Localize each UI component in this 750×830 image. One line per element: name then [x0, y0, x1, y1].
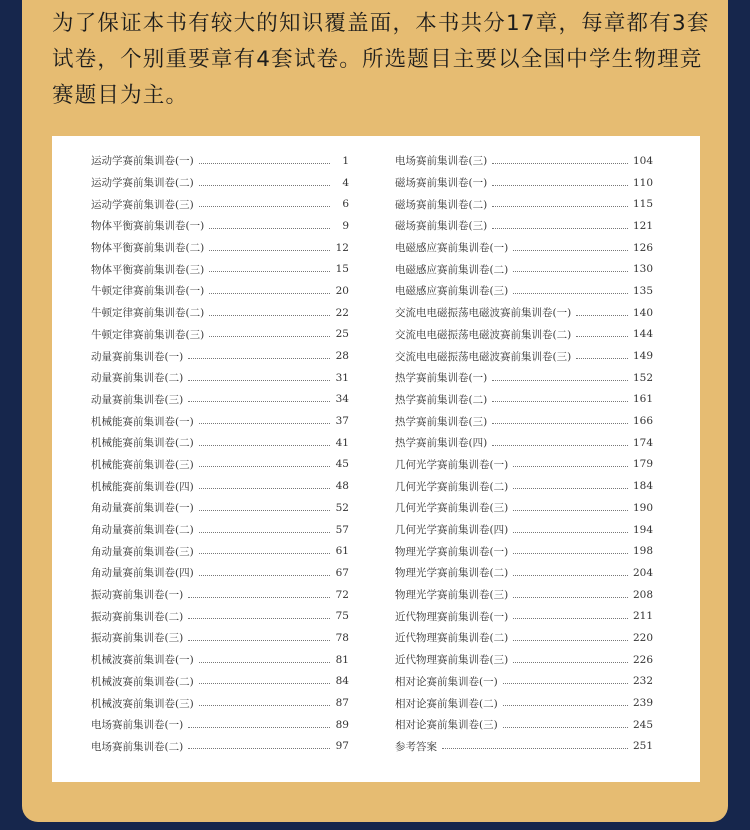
toc-entry-page: 220	[632, 631, 653, 644]
dot-leader	[188, 357, 330, 359]
toc-entry-page: 179	[632, 458, 653, 471]
toc-entry	[395, 237, 653, 259]
toc-entry	[395, 258, 653, 280]
dot-leader	[576, 335, 628, 337]
dot-leader	[209, 314, 330, 316]
dot-leader	[209, 270, 330, 272]
toc-entry-title: 几何光学赛前集训卷(四)	[395, 524, 509, 537]
toc-entry-title: 物体平衡赛前集训卷(二)	[91, 242, 205, 255]
toc-entry	[91, 237, 349, 259]
toc-entry-title: 动量赛前集训卷(一)	[91, 350, 184, 363]
toc-entry	[395, 475, 653, 497]
toc-entry	[91, 671, 349, 693]
dot-leader	[199, 531, 330, 533]
toc-entry-title: 振动赛前集训卷(三)	[91, 632, 184, 645]
toc-entry-page: 48	[335, 480, 349, 493]
toc-entry	[91, 410, 349, 432]
dot-leader	[199, 205, 330, 207]
toc-entry	[91, 649, 349, 671]
toc-entry-page: 1	[342, 154, 349, 167]
toc-entry	[395, 736, 653, 758]
toc-entry	[395, 540, 653, 562]
dot-leader	[209, 249, 330, 251]
toc-entry	[395, 280, 653, 302]
dot-leader	[503, 682, 628, 684]
toc-entry-page: 57	[335, 523, 349, 536]
toc-entry-page: 75	[335, 610, 349, 623]
toc-entry	[395, 454, 653, 476]
toc-entry-title: 几何光学赛前集训卷(二)	[395, 480, 509, 493]
dot-leader	[199, 444, 330, 446]
toc-entry-title: 运动学赛前集训卷(二)	[91, 177, 194, 190]
toc-entry-page: 89	[335, 718, 349, 731]
toc-entry	[91, 562, 349, 584]
toc-entry-page: 194	[632, 523, 653, 536]
toc-entry	[395, 627, 653, 649]
toc-entry-page: 61	[335, 545, 349, 558]
toc-entry	[91, 540, 349, 562]
dot-leader	[513, 487, 628, 489]
toc-entry-page: 6	[342, 198, 349, 211]
dot-leader	[513, 292, 628, 294]
toc-column-right	[395, 150, 653, 757]
toc-entry-title: 角动量赛前集训卷(一)	[91, 502, 194, 515]
dot-leader	[199, 682, 330, 684]
toc-entry-page: 52	[335, 501, 349, 514]
dot-leader	[492, 184, 628, 186]
content-card	[22, 0, 728, 822]
toc-entry-title: 机械能赛前集训卷(四)	[91, 480, 194, 493]
toc-page	[52, 136, 700, 782]
dot-leader	[199, 574, 330, 576]
toc-entry-page: 174	[632, 436, 653, 449]
toc-entry	[91, 584, 349, 606]
dot-leader	[503, 726, 628, 728]
toc-entry-title: 机械波赛前集训卷(一)	[91, 654, 194, 667]
toc-entry-title: 电场赛前集训卷(二)	[91, 740, 184, 753]
toc-entry	[395, 692, 653, 714]
toc-entry-title: 物体平衡赛前集训卷(一)	[91, 220, 205, 233]
toc-entry	[91, 454, 349, 476]
toc-entry	[91, 519, 349, 541]
dot-leader	[513, 617, 628, 619]
toc-entry-title: 运动学赛前集训卷(三)	[91, 198, 194, 211]
dot-leader	[199, 162, 330, 164]
intro-text: 为了保证本书有较大的知识覆盖面，本书共分17章，每章都有3套试卷，个别重要章有4套试卷。所选题目主要以全国中学生物理竞赛题目为主。	[52, 11, 710, 108]
toc-entry-page: 28	[335, 350, 349, 363]
toc-entry	[91, 280, 349, 302]
toc-entry	[395, 172, 653, 194]
toc-entry-title: 磁场赛前集训卷(一)	[395, 177, 488, 190]
toc-entry-page: 20	[335, 284, 349, 297]
dot-leader	[503, 704, 628, 706]
toc-entry-title: 电磁感应赛前集训卷(二)	[395, 263, 509, 276]
toc-entry	[91, 345, 349, 367]
toc-entry	[91, 714, 349, 736]
toc-column-left	[91, 150, 349, 757]
toc-entry-title: 物体平衡赛前集训卷(三)	[91, 263, 205, 276]
dot-leader	[513, 465, 628, 467]
toc-entry-page: 12	[335, 241, 349, 254]
toc-entry	[395, 215, 653, 237]
toc-entry-title: 相对论赛前集训卷(三)	[395, 719, 498, 732]
toc-entry	[395, 714, 653, 736]
toc-entry-title: 角动量赛前集训卷(二)	[91, 524, 194, 537]
dot-leader	[492, 162, 628, 164]
dot-leader	[188, 596, 330, 598]
dot-leader	[188, 639, 330, 641]
toc-entry-title: 牛顿定律赛前集训卷(二)	[91, 307, 205, 320]
toc-entry-page: 37	[335, 415, 349, 428]
dot-leader	[209, 292, 330, 294]
toc-entry-title: 物理光学赛前集训卷(三)	[395, 589, 509, 602]
toc-entry	[395, 562, 653, 584]
toc-entry	[91, 215, 349, 237]
dot-leader	[188, 726, 330, 728]
toc-entry-page: 72	[335, 588, 349, 601]
dot-leader	[576, 357, 628, 359]
dot-leader	[513, 270, 628, 272]
dot-leader	[513, 596, 628, 598]
dot-leader	[576, 314, 628, 316]
toc-entry-page: 110	[632, 176, 653, 189]
dot-leader	[199, 661, 330, 663]
toc-entry-title: 机械能赛前集训卷(三)	[91, 458, 194, 471]
toc-entry-title: 运动学赛前集训卷(一)	[91, 155, 194, 168]
toc-entry-page: 25	[335, 328, 349, 341]
toc-entry	[91, 324, 349, 346]
toc-entry-title: 动量赛前集训卷(二)	[91, 372, 184, 385]
toc-entry-page: 239	[632, 697, 653, 710]
toc-entry-page: 41	[335, 436, 349, 449]
dot-leader	[492, 444, 628, 446]
toc-entry-page: 15	[335, 263, 349, 276]
toc-entry-page: 34	[335, 393, 349, 406]
toc-entry-title: 电磁感应赛前集训卷(一)	[395, 242, 509, 255]
toc-entry-page: 78	[335, 631, 349, 644]
toc-entry-page: 166	[632, 415, 653, 428]
toc-entry-page: 31	[335, 371, 349, 384]
toc-entry	[91, 302, 349, 324]
dot-leader	[492, 400, 628, 402]
toc-entry	[395, 193, 653, 215]
toc-entry	[91, 627, 349, 649]
toc-entry-title: 机械能赛前集训卷(二)	[91, 437, 194, 450]
dot-leader	[513, 531, 628, 533]
toc-entry-title: 磁场赛前集训卷(三)	[395, 220, 488, 233]
toc-entry	[91, 475, 349, 497]
toc-entry-page: 149	[632, 350, 653, 363]
toc-entry-title: 热学赛前集训卷(三)	[395, 415, 488, 428]
toc-entry-title: 振动赛前集训卷(一)	[91, 589, 184, 602]
toc-entry-page: 4	[342, 176, 349, 189]
toc-entry-page: 152	[632, 371, 653, 384]
toc-entry-title: 电磁感应赛前集训卷(三)	[395, 285, 509, 298]
toc-entry-title: 交流电电磁振荡电磁波赛前集训卷(三)	[395, 350, 572, 363]
dot-leader	[199, 422, 330, 424]
toc-entry	[395, 345, 653, 367]
toc-entry	[395, 367, 653, 389]
dot-leader	[199, 552, 330, 554]
toc-entry-page: 190	[632, 501, 653, 514]
toc-entry	[395, 671, 653, 693]
dot-leader	[492, 227, 628, 229]
dot-leader	[188, 617, 330, 619]
toc-entry	[395, 649, 653, 671]
dot-leader	[199, 487, 330, 489]
toc-entry-title: 几何光学赛前集训卷(三)	[395, 502, 509, 515]
toc-entry-page: 45	[335, 458, 349, 471]
toc-entry-page: 135	[632, 284, 653, 297]
toc-entry-title: 近代物理赛前集训卷(二)	[395, 632, 509, 645]
toc-entry-title: 相对论赛前集训卷(二)	[395, 697, 498, 710]
toc-entry	[395, 584, 653, 606]
toc-entry-page: 121	[632, 219, 653, 232]
toc-entry-page: 226	[632, 653, 653, 666]
toc-entry-title: 电场赛前集训卷(一)	[91, 719, 184, 732]
toc-entry	[395, 519, 653, 541]
toc-entry	[91, 692, 349, 714]
toc-entry-page: 130	[632, 263, 653, 276]
dot-leader	[188, 400, 330, 402]
toc-entry-title: 相对论赛前集训卷(一)	[395, 675, 498, 688]
toc-entry	[91, 605, 349, 627]
toc-entry-title: 热学赛前集训卷(四)	[395, 437, 488, 450]
toc-entry-title: 物理光学赛前集训卷(一)	[395, 545, 509, 558]
toc-entry-page: 161	[632, 393, 653, 406]
toc-entry-title: 动量赛前集训卷(三)	[91, 393, 184, 406]
toc-entry-page: 126	[632, 241, 653, 254]
toc-entry-page: 97	[335, 740, 349, 753]
toc-entry	[91, 497, 349, 519]
toc-entry-page: 184	[632, 480, 653, 493]
toc-entry-page: 22	[335, 306, 349, 319]
toc-entry-page: 245	[632, 718, 653, 731]
toc-entry-title: 热学赛前集训卷(一)	[395, 372, 488, 385]
toc-entry-page: 115	[632, 198, 653, 211]
toc-entry-title: 机械波赛前集训卷(三)	[91, 697, 194, 710]
toc-entry-title: 近代物理赛前集训卷(三)	[395, 654, 509, 667]
dot-leader	[188, 379, 330, 381]
toc-entry	[395, 410, 653, 432]
toc-entry-title: 物理光学赛前集训卷(二)	[395, 567, 509, 580]
toc-entry-page: 84	[335, 675, 349, 688]
dot-leader	[492, 379, 628, 381]
toc-entry-page: 208	[632, 588, 653, 601]
toc-entry-title: 牛顿定律赛前集训卷(一)	[91, 285, 205, 298]
toc-entry	[91, 389, 349, 411]
toc-entry	[91, 172, 349, 194]
toc-entry	[91, 258, 349, 280]
toc-entry-page: 81	[335, 653, 349, 666]
dot-leader	[513, 509, 628, 511]
toc-entry	[395, 389, 653, 411]
dot-leader	[199, 704, 330, 706]
toc-entry-title: 振动赛前集训卷(二)	[91, 610, 184, 623]
toc-entry-title: 牛顿定律赛前集训卷(三)	[91, 328, 205, 341]
dot-leader	[199, 184, 330, 186]
dot-leader	[513, 574, 628, 576]
dot-leader	[442, 747, 628, 749]
toc-entry-page: 9	[342, 219, 349, 232]
dot-leader	[199, 465, 330, 467]
toc-entry	[395, 150, 653, 172]
toc-entry-page: 204	[632, 566, 653, 579]
toc-entry-title: 角动量赛前集训卷(三)	[91, 545, 194, 558]
dot-leader	[513, 552, 628, 554]
toc-entry-page: 251	[632, 740, 653, 753]
toc-entry-title: 机械能赛前集训卷(一)	[91, 415, 194, 428]
toc-entry	[395, 605, 653, 627]
dot-leader	[513, 249, 628, 251]
toc-entry-page: 144	[632, 328, 653, 341]
toc-entry-title: 几何光学赛前集训卷(一)	[395, 458, 509, 471]
toc-entry-page: 104	[632, 154, 653, 167]
dot-leader	[188, 747, 330, 749]
toc-entry-page: 67	[335, 566, 349, 579]
dot-leader	[513, 639, 628, 641]
dot-leader	[492, 205, 628, 207]
toc-entry-page: 211	[632, 610, 653, 623]
toc-entry-title: 交流电电磁振荡电磁波赛前集训卷(二)	[395, 328, 572, 341]
toc-entry	[395, 324, 653, 346]
dot-leader	[513, 661, 628, 663]
toc-entry-page: 140	[632, 306, 653, 319]
toc-entry-title: 交流电电磁振荡电磁波赛前集训卷(一)	[395, 307, 572, 320]
dot-leader	[492, 422, 628, 424]
toc-entry-page: 232	[632, 675, 653, 688]
toc-entry	[395, 302, 653, 324]
dot-leader	[199, 509, 330, 511]
toc-entry-page: 198	[632, 545, 653, 558]
toc-entry	[91, 367, 349, 389]
toc-entry-title: 近代物理赛前集训卷(一)	[395, 610, 509, 623]
toc-entry-page: 87	[335, 697, 349, 710]
toc-entry	[395, 432, 653, 454]
toc-entry	[91, 150, 349, 172]
toc-entry-title: 电场赛前集训卷(三)	[395, 155, 488, 168]
toc-entry-title: 参考答案	[395, 740, 437, 753]
toc-entry-title: 磁场赛前集训卷(二)	[395, 198, 488, 211]
toc-entry	[91, 193, 349, 215]
toc-entry	[91, 432, 349, 454]
dot-leader	[209, 335, 330, 337]
toc-entry	[395, 497, 653, 519]
toc-entry-title: 角动量赛前集训卷(四)	[91, 567, 194, 580]
toc-entry-title: 机械波赛前集训卷(二)	[91, 675, 194, 688]
dot-leader	[209, 227, 330, 229]
toc-entry	[91, 736, 349, 758]
toc-entry-title: 热学赛前集训卷(二)	[395, 393, 488, 406]
